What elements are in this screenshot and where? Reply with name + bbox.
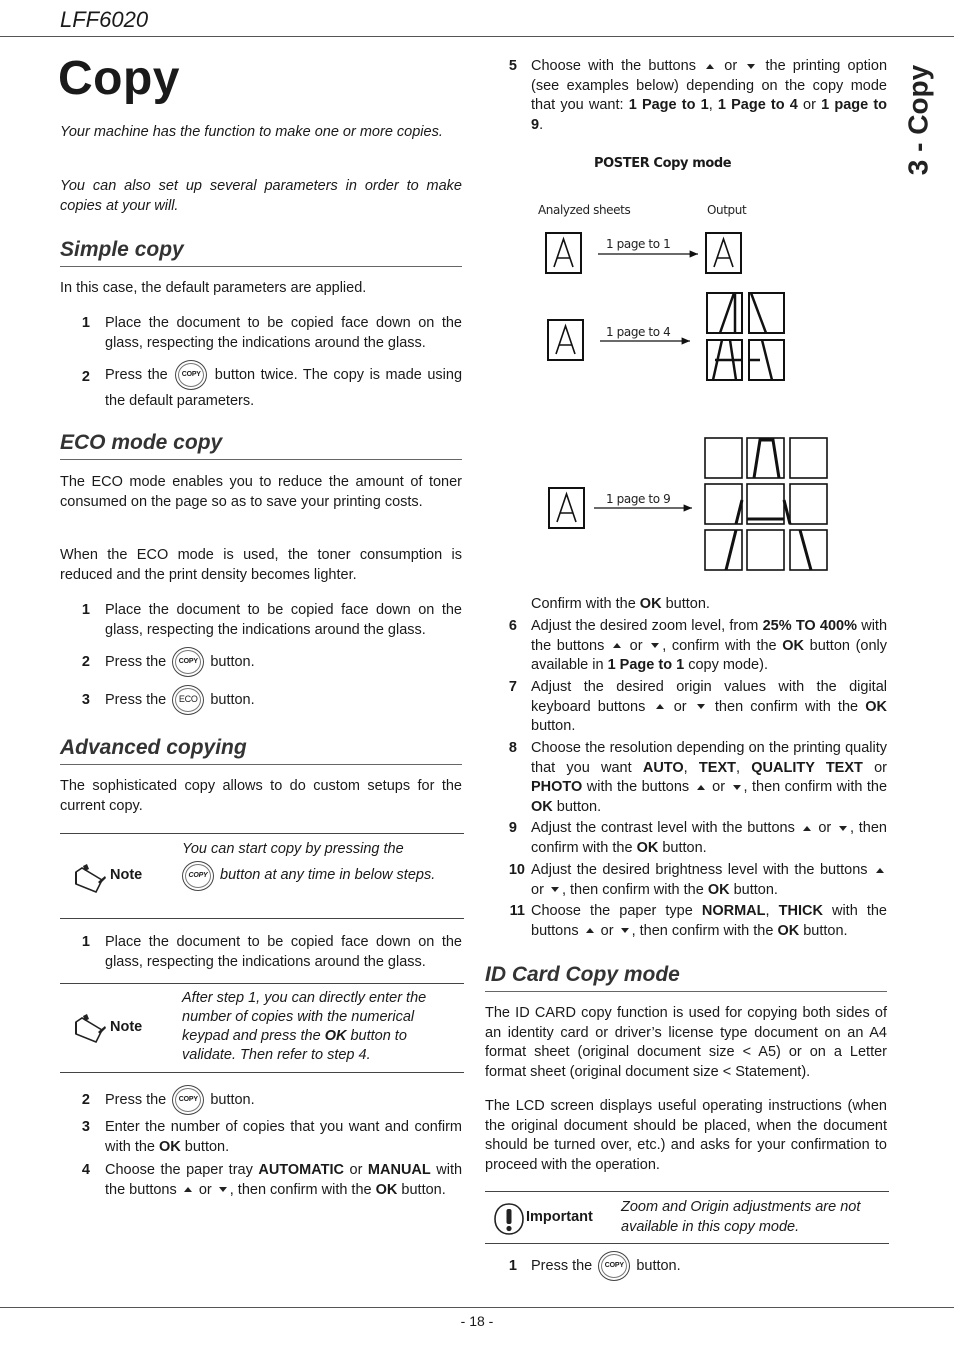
step-text: then confirm with the: [714, 698, 859, 715]
advanced-step-10: [531, 861, 887, 900]
step-text-bold: 1 page to 9: [531, 97, 888, 133]
step-text-bold: THICK: [778, 903, 823, 919]
step-text: , then confirm with the: [743, 779, 888, 795]
step-text-bold: OK: [375, 1181, 398, 1198]
up-arrow-icon: [586, 928, 594, 933]
step-text: button twice. The copy is made using the default parameters.: [105, 366, 463, 409]
step-text-bold: OK: [636, 839, 659, 856]
intro-paragraph-2: You can also set up several parameters in order to make copies at your will.: [60, 178, 462, 214]
copy-key-label: COPY: [178, 658, 198, 666]
step-text-bold: OK: [707, 881, 730, 898]
step-text-bold: AUTO: [642, 759, 684, 776]
simple-copy-step-2: [105, 360, 462, 413]
step-text-bold: 1 Page to 1: [628, 97, 709, 113]
copy-key-icon: [175, 360, 207, 390]
figure-column-label: Output: [707, 203, 747, 217]
step-text: or: [724, 58, 738, 74]
step-number: 11: [509, 903, 525, 919]
step-text: button.: [184, 1138, 230, 1155]
advanced-step-11: Choose the paper type NORMAL, THICK with the buttons or , then confirm with the OK button.: [531, 903, 887, 939]
note-box: [60, 983, 464, 1073]
eco-step-1: Place the document to be copied face down on the glass, respecting the indications around the glass.: [105, 602, 462, 638]
step-number: 8: [508, 740, 517, 756]
note-text-part: You can start copy by pressing the: [182, 841, 404, 857]
step-text: Enter the number of copies that you want and confirm with the: [105, 1119, 462, 1155]
step-text: or: [818, 820, 832, 836]
important-text: Zoom and Origin adjustments are not available in this copy mode.: [621, 1199, 861, 1235]
step-text: with the buttons: [105, 1162, 463, 1198]
important-box: [485, 1191, 889, 1244]
up-arrow-icon: [613, 643, 621, 648]
step-text: , then confirm with the: [229, 1181, 372, 1198]
figure-row-label: 1 page to 4: [606, 325, 671, 339]
figure-title: POSTER Copy mode: [594, 156, 732, 171]
chapter-tab: [898, 60, 938, 180]
figure-column-label: Analyzed sheets: [538, 203, 631, 217]
page-title: Copy: [58, 52, 180, 105]
note-box: [60, 833, 464, 919]
step-text-bold: 1 Page to 4: [717, 97, 798, 113]
copy-key-label: COPY: [181, 371, 201, 378]
step-number: 5: [508, 58, 517, 74]
step-text: , confirm with the: [662, 637, 777, 654]
footer-rule: [0, 1307, 954, 1308]
step-text: Choose the paper type: [531, 903, 693, 919]
intro-paragraph-1: Your machine has the function to make one or more copies.: [60, 124, 443, 140]
copy-key-icon: [172, 647, 204, 677]
step-number: 3: [81, 692, 90, 708]
step-number: 10: [508, 862, 525, 878]
step-text: Press the: [105, 1092, 167, 1108]
copy-key-label: COPY: [188, 872, 208, 879]
step-text: Press the: [531, 1258, 593, 1274]
up-arrow-icon: [876, 868, 884, 873]
advanced-step-2: [105, 1085, 462, 1115]
note-clipboard-icon: [72, 1012, 108, 1044]
eco-step-2: [105, 647, 462, 677]
step-text: Press the: [105, 366, 168, 383]
step-number: 1: [81, 602, 90, 618]
step-text-bold: QUALITY TEXT: [751, 759, 863, 776]
step-text: with the buttons: [531, 903, 887, 939]
document-model-header: LFF6020: [60, 7, 149, 32]
up-arrow-icon: [697, 785, 705, 790]
step-text-bold: OK: [777, 922, 800, 939]
page-number: - 18 -: [460, 1313, 494, 1329]
copy-key-icon: [598, 1251, 630, 1281]
advanced-step-6: [531, 617, 887, 676]
step-text: , then confirm with the: [531, 820, 887, 856]
section-heading-eco-mode: ECO mode copy: [60, 431, 223, 454]
simple-copy-intro: In this case, the default parameters are applied.: [60, 280, 367, 296]
confirm-instruction: [531, 595, 887, 615]
step-text: button.: [803, 922, 848, 939]
header-rule: [0, 36, 954, 37]
idcard-step-1: [531, 1251, 887, 1281]
step-text-bold: 1 Page to 1: [607, 657, 685, 673]
step-text: button.: [531, 718, 576, 734]
down-arrow-icon: [697, 704, 705, 709]
advanced-step-9: [531, 819, 887, 858]
up-arrow-icon: [706, 64, 714, 69]
step-text: Press the: [105, 654, 167, 670]
eco-paragraph-2: When the ECO mode is used, the toner consumption is reduced and the print density becomes lighter.: [60, 547, 462, 583]
step-text: Choose the paper tray: [105, 1162, 253, 1178]
step-text: Adjust the desired brightness level with the buttons: [531, 862, 868, 878]
step-text-bold: OK: [865, 698, 887, 715]
step-number: 3: [81, 1119, 90, 1135]
step-text: or: [349, 1162, 363, 1178]
step-text: button.: [662, 839, 707, 856]
step-number: 1: [81, 934, 90, 950]
simple-copy-step-1: Place the document to be copied face down on the glass, respecting the indications around the glass.: [105, 315, 462, 351]
section-rule: [485, 991, 887, 992]
step-text-bold: OK: [639, 596, 662, 612]
note-text-part: After step 1, you can directly enter the number of copies with the numerical keypad and press the: [182, 990, 427, 1044]
step-number: 2: [81, 654, 90, 670]
poster-copy-figure: [530, 150, 840, 580]
eco-step-3: [105, 685, 462, 715]
advanced-step-8: Choose the resolution depending on the printing quality that you want AUTO, TEXT, QUALITY TEXT or PHOTO with the buttons or , then confirm with the OK button.: [531, 740, 888, 815]
note-label: Note: [110, 867, 143, 883]
section-rule: [60, 764, 462, 765]
step-text: button.: [733, 881, 778, 898]
note-clipboard-icon: [72, 862, 108, 894]
important-label: Important: [526, 1209, 593, 1225]
step-text-bold: 25% TO 400%: [762, 618, 857, 634]
step-text-bold: NORMAL: [701, 903, 766, 919]
up-arrow-icon: [803, 826, 811, 831]
step-text: or: [600, 922, 614, 939]
copy-key-icon: [182, 861, 214, 891]
advanced-intro: The sophisticated copy allows to do custom setups for the current copy.: [60, 778, 462, 814]
step-number: 9: [508, 820, 517, 836]
copy-key-label: COPY: [604, 1262, 624, 1270]
step-text: Press the: [105, 692, 167, 708]
down-arrow-icon: [651, 643, 659, 648]
eco-paragraph-1: The ECO mode enables you to reduce the amount of toner consumed on the page so as to save your printing costs.: [60, 474, 462, 510]
down-arrow-icon: [219, 1187, 227, 1192]
up-arrow-icon: [184, 1187, 192, 1192]
eco-key-icon: [172, 685, 204, 715]
step-text: or: [712, 779, 726, 795]
step-text: or: [803, 97, 816, 113]
step-number: 2: [81, 369, 90, 385]
note-text-part: button to validate. Then refer to step 4.: [182, 1028, 407, 1063]
note-label: Note: [110, 1019, 143, 1035]
step-text: , then confirm with the: [631, 922, 774, 939]
poster-diagram: [530, 220, 840, 580]
advanced-step-1: Place the document to be copied face down on the glass, respecting the indications around the glass.: [105, 934, 462, 970]
step-text-bold: PHOTO: [531, 779, 583, 795]
step-text: or: [673, 698, 687, 715]
step-text: button (only available in: [531, 637, 888, 673]
down-arrow-icon: [621, 928, 629, 933]
down-arrow-icon: [551, 887, 559, 892]
step-text-bold: OK: [531, 798, 553, 815]
step-number: 6: [508, 618, 517, 634]
step-text: button.: [556, 798, 602, 815]
section-heading-id-card-copy: ID Card Copy mode: [485, 963, 680, 986]
step-text: or: [874, 759, 888, 776]
section-heading-simple-copy: Simple copy: [60, 238, 184, 261]
step-text: or: [531, 881, 544, 898]
step-text: or: [198, 1181, 212, 1198]
step-text-bold: MANUAL: [367, 1162, 431, 1178]
note-text-bold: OK: [324, 1028, 347, 1044]
step-text: button.: [636, 1258, 681, 1274]
section-heading-advanced-copying: Advanced copying: [60, 736, 247, 759]
up-arrow-icon: [656, 704, 664, 709]
figure-row-label: 1 page to 1: [606, 237, 671, 251]
figure-row-label: 1 page to 9: [606, 492, 671, 506]
down-arrow-icon: [839, 826, 847, 831]
chapter-tab-label: 3 - Copy: [902, 64, 934, 176]
eco-key-label: ECO: [178, 694, 198, 705]
step-text-bold: TEXT: [698, 759, 736, 776]
advanced-step-5: Choose with the buttons or the printing option (see examples below) depending on the copy mode that you want: 1 Page to 1, 1 Page to 4 or 1 page to 9.: [531, 58, 888, 133]
step-text: button.: [665, 596, 710, 612]
idcard-paragraph-1: The ID CARD copy function is used for copying both sides of an identity card or driver’s license type document on an A4 format sheet (original document size < A5) or on a Letter format sheet (original document size < Statement).: [485, 1005, 887, 1080]
step-text: button.: [401, 1181, 446, 1198]
step-text: with the buttons: [531, 618, 888, 654]
step-text: the printing option (see examples below) depending on the copy mode that you want:: [531, 58, 888, 113]
section-rule: [60, 266, 462, 267]
step-text: button.: [210, 1092, 255, 1108]
copy-key-label: COPY: [178, 1096, 198, 1104]
note-text-part: button at any time in below steps.: [220, 866, 436, 883]
copy-key-icon: [172, 1085, 204, 1115]
step-number: 7: [508, 679, 517, 695]
section-rule: [60, 459, 462, 460]
step-text: Adjust the desired origin values with the digital keyboard buttons: [531, 679, 887, 715]
step-text: button.: [210, 692, 255, 708]
down-arrow-icon: [733, 785, 741, 790]
advanced-step-3: [105, 1118, 462, 1157]
note-text: [182, 989, 460, 1065]
step-number: 1: [508, 1258, 517, 1274]
step-text: copy mode).: [688, 657, 768, 673]
step-text: Choose with the buttons: [531, 58, 696, 74]
step-text-bold: OK: [782, 637, 804, 654]
step-text: Confirm with the: [531, 596, 636, 612]
step-text: Adjust the contrast level with the buttons: [531, 820, 795, 836]
step-text: Choose the resolution depending on the printing quality that you want: [531, 740, 887, 776]
step-number: 2: [81, 1092, 90, 1108]
step-text-bold: OK: [159, 1138, 181, 1155]
step-text: button.: [210, 654, 255, 670]
step-text: or: [629, 637, 643, 654]
step-text: with the buttons: [586, 779, 690, 795]
note-text: [182, 839, 462, 891]
important-icon: [493, 1202, 525, 1236]
idcard-paragraph-2: The LCD screen displays useful operating instructions (when the original document should be placed, when the document should be turned over, etc.) and asks for your confirmation to proceed with the operation.: [485, 1098, 887, 1173]
step-text: , then confirm with the: [561, 881, 704, 898]
advanced-step-4: [105, 1161, 462, 1200]
down-arrow-icon: [747, 64, 755, 69]
step-text-bold: AUTOMATIC: [258, 1162, 345, 1178]
advanced-step-7: [531, 678, 887, 737]
step-text: Adjust the desired zoom level, from: [531, 618, 759, 634]
step-number: 4: [81, 1162, 90, 1178]
step-number: 1: [81, 315, 90, 331]
